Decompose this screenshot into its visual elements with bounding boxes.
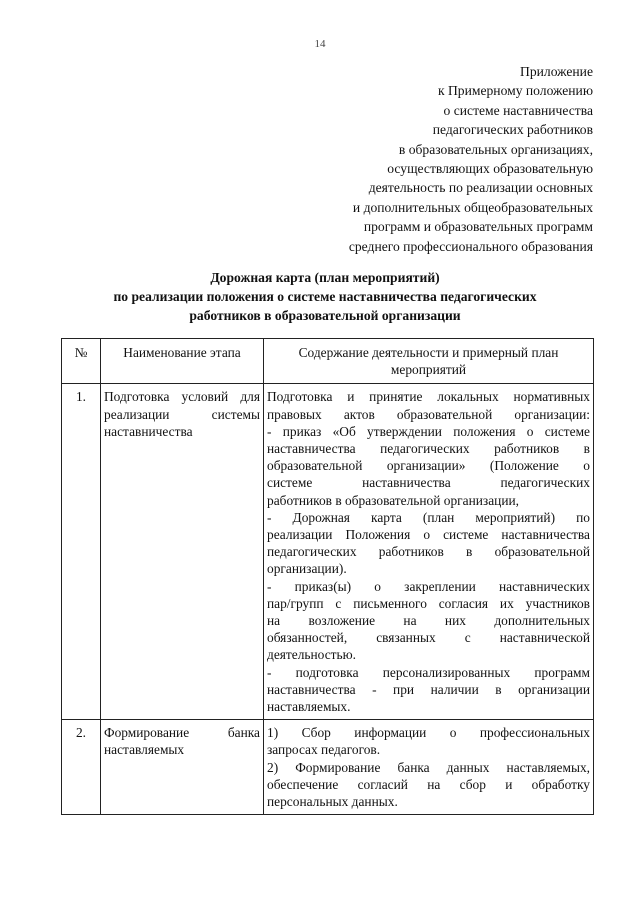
- content-line: правовых актов образовательной организации:: [267, 406, 590, 422]
- content-line: работников в образовательной организации,: [267, 492, 520, 508]
- header-stage-name: Наименование этапа: [101, 339, 264, 384]
- appendix-line: к Примерному положению: [437, 83, 593, 99]
- appendix-line: среднего профессионального образования: [348, 238, 593, 254]
- content-line: пар/групп с письменного согласия их участников: [267, 595, 590, 611]
- content-line: Подготовка и принятие локальных нормативных: [267, 389, 590, 405]
- table-row: [62, 384, 594, 720]
- content-line: 2) Формирование банка данных наставляемых,: [267, 759, 590, 775]
- content-line: наставничества - при наличии в организации: [267, 681, 590, 697]
- content-line: образовательной организации» (Положение о: [267, 458, 590, 474]
- header-content: Содержание деятельности и примерный план мероприятий: [264, 339, 594, 384]
- content-line: обязанностей, связанных с наставнической: [267, 630, 590, 646]
- content-line: 1) Сбор информации о профессиональных: [267, 725, 590, 741]
- content-line: - Дорожная карта (план мероприятий) по: [267, 509, 590, 525]
- content-line: на возложение на них дополнительных: [267, 613, 590, 629]
- appendix-block: [280, 62, 593, 256]
- header-number: №: [62, 339, 101, 384]
- content-line: - приказ «Об утверждении положения о системе: [267, 423, 590, 439]
- title-line: работников в образовательной организации: [189, 307, 461, 323]
- appendix-line: о системе наставничества: [443, 102, 593, 118]
- title-line: Дорожная карта (план мероприятий): [210, 270, 440, 285]
- content-line: реализации Положения о системе наставничества: [267, 527, 590, 543]
- content-line: персональных данных.: [267, 794, 398, 810]
- table-header-row: [62, 339, 594, 384]
- appendix-line: и дополнительных общеобразовательных: [352, 199, 593, 215]
- appendix-line: педагогических работников: [432, 122, 593, 138]
- document-title: [60, 269, 590, 325]
- content-line: деятельностью.: [267, 647, 356, 663]
- appendix-line: осуществляющих образовательную: [387, 161, 593, 177]
- title-line: по реализации положения о системе наставничества педагогических: [113, 288, 537, 304]
- content-line: наставляемых.: [267, 699, 351, 715]
- content-line: - приказ(ы) о закреплении наставнических: [267, 578, 590, 594]
- appendix-line: Приложение: [520, 64, 593, 79]
- appendix-line: программ и образовательных программ: [363, 219, 593, 235]
- content-line: - подготовка персонализированных программ: [267, 664, 590, 680]
- row-number: 2.: [62, 720, 101, 815]
- page-number: 14: [314, 38, 326, 50]
- content-line: педагогических работников в образовательной: [267, 544, 590, 560]
- row-stage-name: Формирование банка наставляемых: [101, 720, 264, 815]
- content-line: системе наставничества педагогических: [267, 475, 590, 491]
- row-content: [264, 384, 594, 720]
- content-line: наставничества педагогических работников в: [267, 441, 590, 457]
- content-line: запросах педагогов.: [267, 742, 381, 758]
- row-content: [264, 720, 594, 815]
- content-line: обеспечение согласий на сбор и обработку: [267, 776, 590, 792]
- content-line: организации).: [267, 561, 347, 577]
- row-number: 1.: [62, 384, 101, 720]
- table-row: [62, 720, 594, 815]
- appendix-line: деятельность по реализации основных: [368, 180, 593, 196]
- roadmap-table: [61, 338, 594, 815]
- appendix-line: в образовательных организациях,: [398, 141, 593, 157]
- row-stage-name: Подготовка условий для реализации системы наставничества: [101, 384, 264, 720]
